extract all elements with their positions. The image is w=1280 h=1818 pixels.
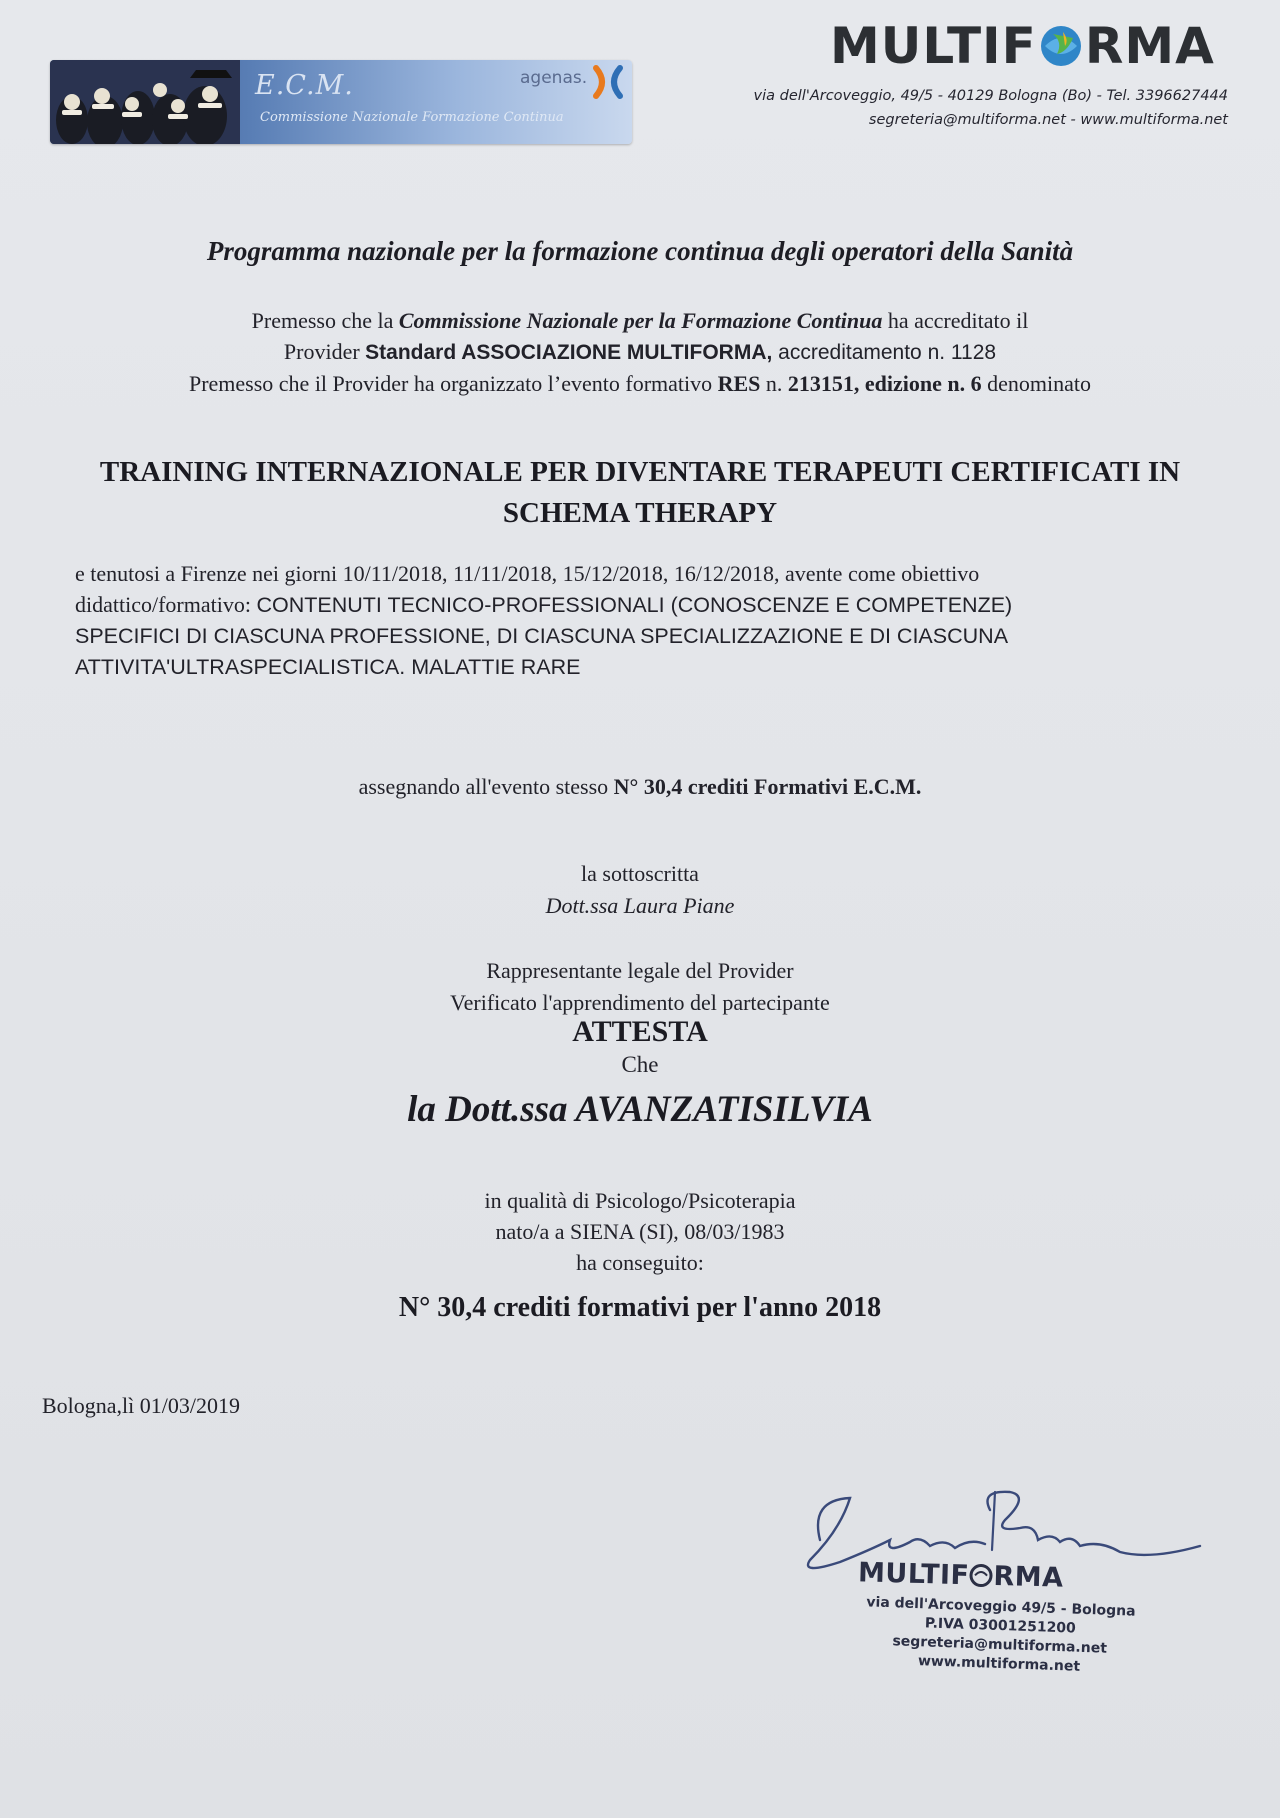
logo-text-right: RMA [1084,17,1215,75]
contact-line: segreteria@multiforma.net - www.multiforma.net [868,112,1228,128]
accreditation-number: accreditamento n. 1128 [772,341,997,364]
text: assegnando all'evento stesso [358,774,614,799]
attesta-heading: ATTESTA [572,1015,708,1048]
stamp-logo-right: RMA [993,1560,1064,1594]
text: didattico/formativo: [75,592,257,617]
participant-details [0,1185,1280,1278]
signatory-name: Dott.ssa Laura Piane [545,893,735,918]
event-title-line-2: SCHEMA THERAPY [502,497,778,529]
stamp-logo [858,1557,1064,1593]
text: ha accreditato il [882,308,1029,333]
ecm-banner [50,60,632,144]
provider-name: Standard ASSOCIAZIONE MULTIFORMA, [365,341,773,364]
ecm-subtitle: Commissione Nazionale Formazione Continua [260,110,564,125]
commission-name: Commissione Nazionale per la Formazione Continua [398,308,883,333]
event-number: 213151, edizione n. 6 [787,371,982,396]
text: Provider [283,339,366,364]
premesso-block [0,305,1280,399]
credits-value: N° 30,4 crediti Formativi E.C.M. [613,774,922,799]
text: Premesso che la [251,308,399,333]
representative-block [0,955,1280,1019]
birth-line: nato/a a SIENA (SI), 08/03/1983 [495,1219,785,1244]
text: denominato [981,371,1092,396]
signatory-intro: la sottoscritta [581,861,699,886]
ecm-painting-icon [50,60,240,144]
stamp-logo-left: MULTIF [857,1557,970,1592]
credits-earned: N° 30,4 crediti formativi per l'anno 2018 [398,1292,882,1323]
premesso-line-2 [0,336,1280,368]
event-title-line-1: TRAINING INTERNAZIONALE PER DIVENTARE TERAPEUTI CERTIFICATI IN [99,456,1181,488]
event-dates-line: e tenutosi a Firenze nei giorni 10/11/2018, 11/11/2018, 15/12/2018, 16/12/2018, avente come obiettivo [75,561,980,586]
stamp-globe-icon [969,1563,994,1588]
logo-text-left: MULTIF [830,17,1037,75]
objective-text: CONTENUTI TECNICO-PROFESSIONALI (CONOSCENZE E COMPETENZE) [256,593,1013,617]
address-line: via dell'Arcoveggio, 49/5 - 40129 Bologna (Bo) - Tel. 3396627444 [753,88,1228,104]
objective-line-3: ATTIVITA'ULTRASPECIALISTICA. MALATTIE RARE [75,655,581,679]
premesso-line-1 [0,305,1280,336]
objective-line-2: SPECIFICI DI CIASCUNA PROFESSIONE, DI CIASCUNA SPECIALIZZAZIONE E DI CIASCUNA [75,624,1009,648]
stamp-vat: P.IVA 03001251200 [924,1615,1077,1637]
place-date: Bologna,lì 01/03/2019 [42,1393,240,1418]
objective-line [75,589,1225,621]
participant-name: la Dott.ssa AVANZATISILVIA [407,1089,873,1130]
che-text: Che [621,1052,659,1077]
representative-line-1: Rappresentante legale del Provider [486,958,794,983]
credits-assigned [0,774,1280,800]
ecm-title: E.C.M. [255,70,354,101]
premesso-line-3 [0,368,1280,399]
stamp-address: via dell'Arcoveggio 49/5 - Bologna [866,1594,1136,1620]
profession-line: in qualità di Psicologo/Psicoterapia [484,1188,796,1213]
signatory-block [0,858,1280,922]
stamp-website: www.multiforma.net [917,1653,1081,1675]
achieved-line: ha conseguito: [576,1250,704,1275]
text: n. [760,371,788,396]
programma-heading: Programma nazionale per la formazione continua degli operatori della Sanità [206,236,1074,266]
stamp-email: segreteria@multiforma.net [892,1633,1108,1657]
representative-line-2: Verificato l'apprendimento del partecipante [450,990,830,1015]
agenas-logo-text: agenas. [520,68,588,88]
event-title [0,452,1280,534]
agenas-logo-icon [590,64,630,100]
multiforma-logo [830,18,1215,74]
stamp-text [824,1592,1176,1680]
provider-stamp [780,1480,1220,1690]
event-details [75,558,1225,683]
globe-icon [1039,24,1083,68]
text: Premesso che il Provider ha organizzato l’evento formativo [188,371,718,396]
event-type: RES [717,371,761,396]
header-address [754,84,1228,132]
